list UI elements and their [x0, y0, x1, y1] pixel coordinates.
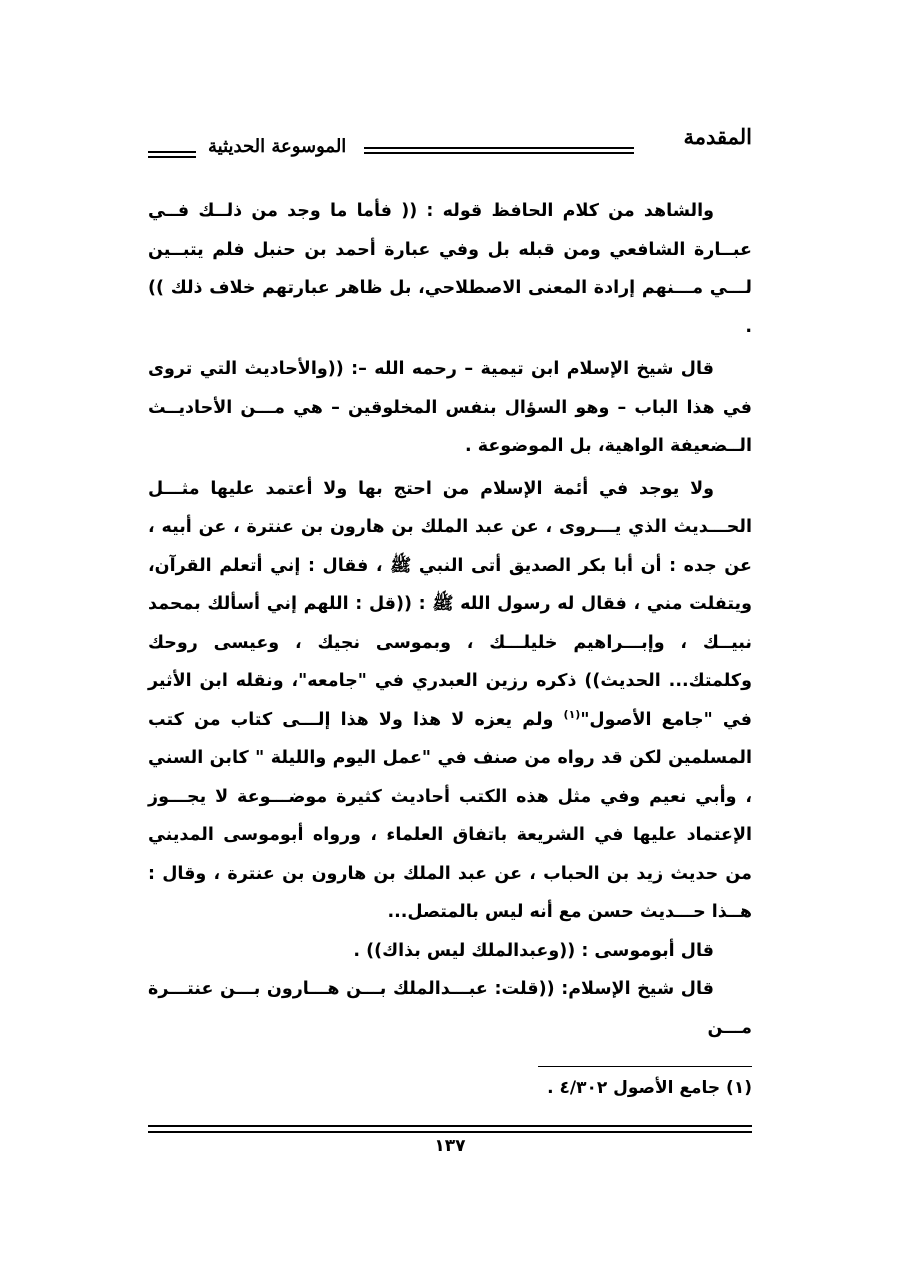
page-number: ١٣٧	[434, 1136, 466, 1156]
paragraph-4: قال أبوموسى : ((وعبدالملك ليس بذاك)) .	[353, 940, 714, 961]
paragraph-3-continuation: ولم يعزه لا هذا ولا هذا إلـــى كتاب من كتب المسلمين لكن قد رواه من صنف في "عمل اليوم والليلة " كابن السني ، وأبي نعيم وفي مثل هذه الكتب أحاديث كثيرة موضـــوعة لا يجـــوز الإعتماد عليها في الشريعة باتفاق العلماء ، ورواه أبوموسى المديني من حديث زيد بن الحباب ، عن عبد الملك بن هارون بن عنترة ، وقال : هــذا حـــديث حسن مع أنه ليس بالمتصل...	[148, 709, 752, 922]
header-rule-short	[148, 151, 196, 158]
footnote-ref: (١)	[563, 707, 581, 721]
book-title: الموسوعة الحديثية	[208, 136, 347, 157]
book-page	[148, 118, 752, 1168]
section-title: المقدمة	[683, 124, 752, 149]
header-rule	[364, 147, 634, 154]
body-text	[148, 192, 752, 1047]
footer-rule	[148, 1125, 752, 1133]
paragraph-1: والشاهد من كلام الحافظ قوله : (( فأما ما وجد من ذلــك فــي عبــارة الشافعي ومن قبله بل وفي عبارة أحمد بن حنبل فلم يتبــين لـــي مـــنهم إرادة المعنى الاصطلاحي، بل ظاهر عبارتهم خلاف ذلك )) .	[148, 201, 752, 337]
paragraph-3	[148, 470, 752, 932]
paragraph-2: قال شيخ الإسلام ابن تيمية – رحمه الله –: ((والأحاديث التي تروى في هذا الباب – وهو السؤال بنفس المخلوقين – هي مـــن الأحاديــث الــضعيفة الواهية، بل الموضوعة .	[148, 359, 752, 456]
page-header	[148, 124, 752, 164]
footnote-separator	[538, 1066, 752, 1067]
paragraph-5: قال شيخ الإسلام: ((قلت: عبـــدالملك بـــن هـــارون بـــن عنتـــرة مـــن	[148, 979, 752, 1038]
footnote: (١) جامع الأصول ٤/٣٠٢ .	[547, 1078, 752, 1098]
paragraph-3-text: ولا يوجد في أئمة الإسلام من احتج بها ولا أعتمد عليها مثـــل الحـــديث الذي يـــروى ، عن عبد الملك بن هارون بن عنترة ، عن أبيه ، عن جده : أن أبا بكر الصديق أتى النبي ﷺ ، فقال : إني أتعلم القرآن، ويتفلت مني ، فقال له رسول الله ﷺ : ((قل : اللهم إني أسألك بمحمد نبيــك ، وإبـــراهيم خليلـــك ، وبموسى نجيك ، وعيسى روحك وكلمتك... الحديث)) ذكره رزين العبدري في "جامعه"، ونقله ابن الأثير في "جامع الأصول"	[148, 478, 753, 730]
